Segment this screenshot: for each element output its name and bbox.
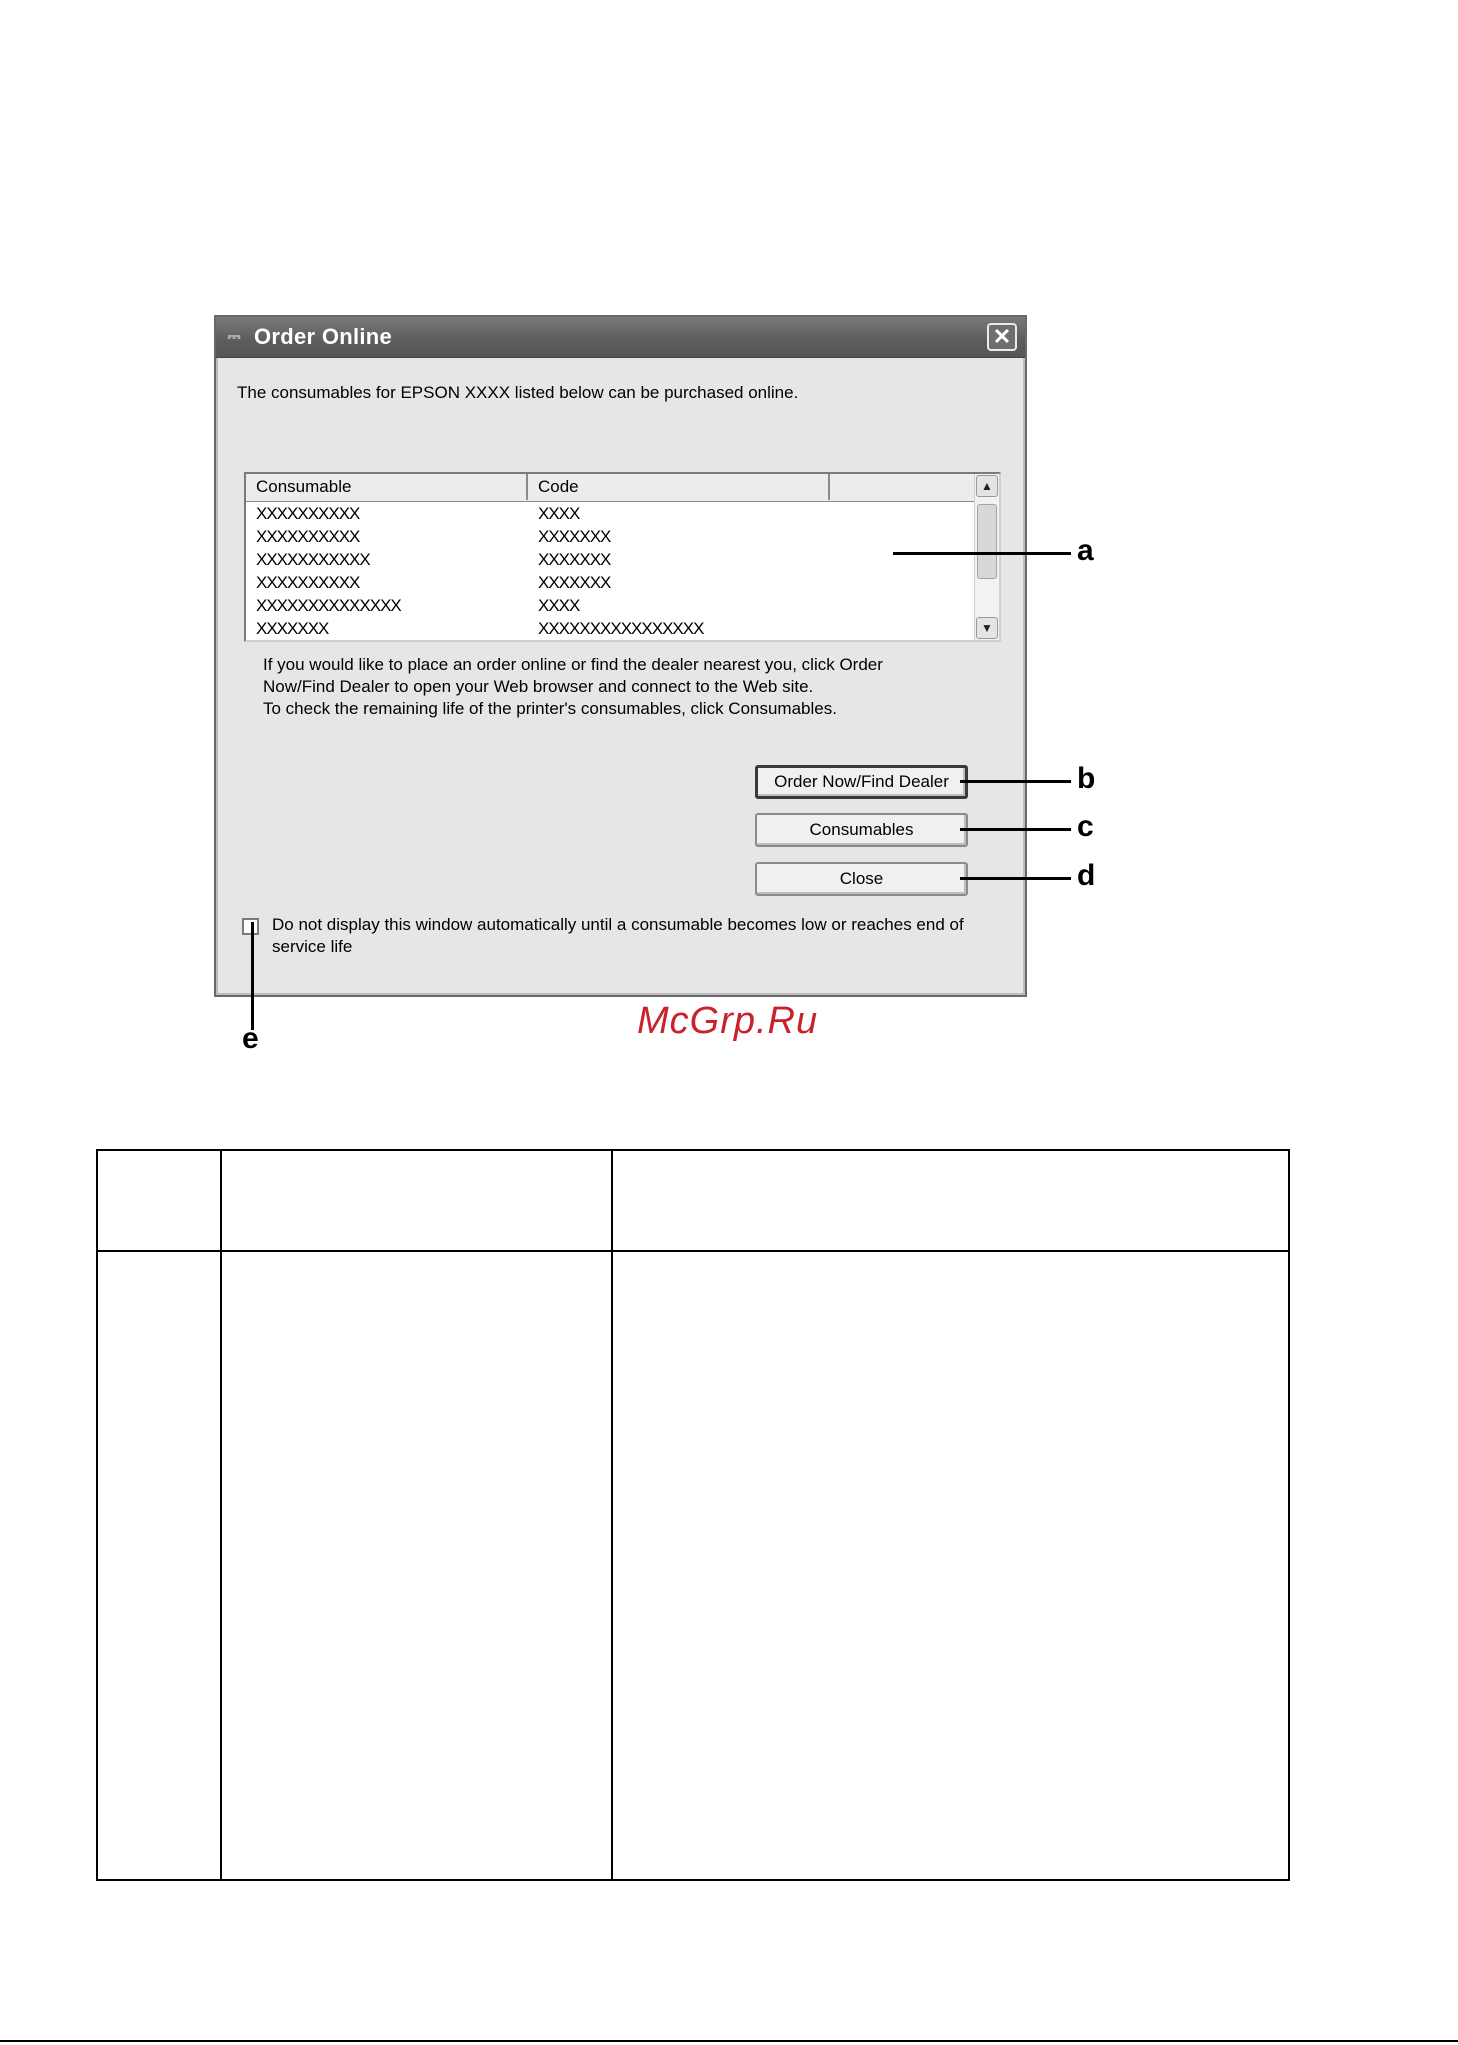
info-text <box>263 654 983 720</box>
callout-label-a: a <box>1077 534 1094 567</box>
info-line: Now/Find Dealer to open your Web browser and connect to the Web site. <box>263 677 814 696</box>
info-line: To check the remaining life of the printer's consumables, click Consumables. <box>263 699 837 718</box>
cell-code: XXXX <box>538 504 580 523</box>
column-header-blank[interactable] <box>830 474 977 500</box>
cell-code: XXXXXXX <box>538 550 611 569</box>
close-icon[interactable]: ✕ <box>987 323 1017 351</box>
consumables-list[interactable] <box>244 472 1001 642</box>
cell-consumable: XXXXXXXXXX <box>256 504 360 523</box>
order-online-dialog <box>214 315 1027 997</box>
list-header <box>246 474 977 502</box>
close-button[interactable]: Close <box>755 862 968 896</box>
list-item[interactable] <box>246 594 977 617</box>
cell-code: XXXXXXXXXXXXXXXX <box>538 619 704 638</box>
list-item[interactable] <box>246 571 977 594</box>
scroll-up-icon[interactable]: ▲ <box>976 475 998 497</box>
table-column-divider <box>611 1151 613 1879</box>
list-item[interactable] <box>246 548 977 571</box>
cell-code: XXXX <box>538 596 580 615</box>
list-item[interactable] <box>246 525 977 548</box>
consumables-button[interactable]: Consumables <box>755 813 968 847</box>
list-rows <box>246 502 977 640</box>
do-not-display-label: Do not display this window automatically until a consumable becomes low or reaches end of service life <box>272 915 964 956</box>
cell-consumable: XXXXXXX <box>256 619 329 638</box>
watermark-text: McGrp.Ru <box>637 1000 819 1042</box>
cell-consumable: XXXXXXXXXX <box>256 573 360 592</box>
cell-code: XXXXXXX <box>538 527 611 546</box>
callout-line-a <box>893 552 1071 555</box>
scroll-down-icon[interactable]: ▼ <box>976 617 998 639</box>
footer-rule <box>0 2040 1458 2042</box>
list-item[interactable] <box>246 502 977 525</box>
callout-label-b: b <box>1077 762 1096 795</box>
cell-consumable: XXXXXXXXXX <box>256 527 360 546</box>
callout-line-b <box>960 780 1071 783</box>
callout-line-d <box>960 877 1071 880</box>
column-header-consumable[interactable]: Consumable <box>246 474 528 500</box>
title-bar <box>216 317 1025 358</box>
column-header-code[interactable]: Code <box>528 474 830 500</box>
callout-label-c: c <box>1077 810 1094 843</box>
description-table <box>96 1149 1290 1881</box>
callout-label-d: d <box>1077 859 1096 892</box>
cell-consumable: XXXXXXXXXXXXXX <box>256 596 401 615</box>
info-line: If you would like to place an order online or find the dealer nearest you, click Order <box>263 655 883 674</box>
scroll-thumb[interactable] <box>977 504 997 579</box>
dialog-title: Order Online <box>254 324 393 349</box>
cell-consumable: XXXXXXXXXXX <box>256 550 370 569</box>
order-now-find-dealer-button[interactable]: Order Now/Find Dealer <box>755 765 968 799</box>
table-column-divider <box>220 1151 222 1879</box>
callout-line-e <box>251 922 254 1030</box>
list-item[interactable] <box>246 617 977 640</box>
table-header-divider <box>98 1250 1288 1252</box>
cell-code: XXXXXXX <box>538 573 611 592</box>
callout-label-e: e <box>242 1022 259 1055</box>
list-scrollbar[interactable] <box>974 474 999 640</box>
callout-line-c <box>960 828 1071 831</box>
intro-text: The consumables for EPSON XXXX listed below can be purchased online. <box>237 383 799 402</box>
printer-icon: ⎓ <box>227 327 241 346</box>
